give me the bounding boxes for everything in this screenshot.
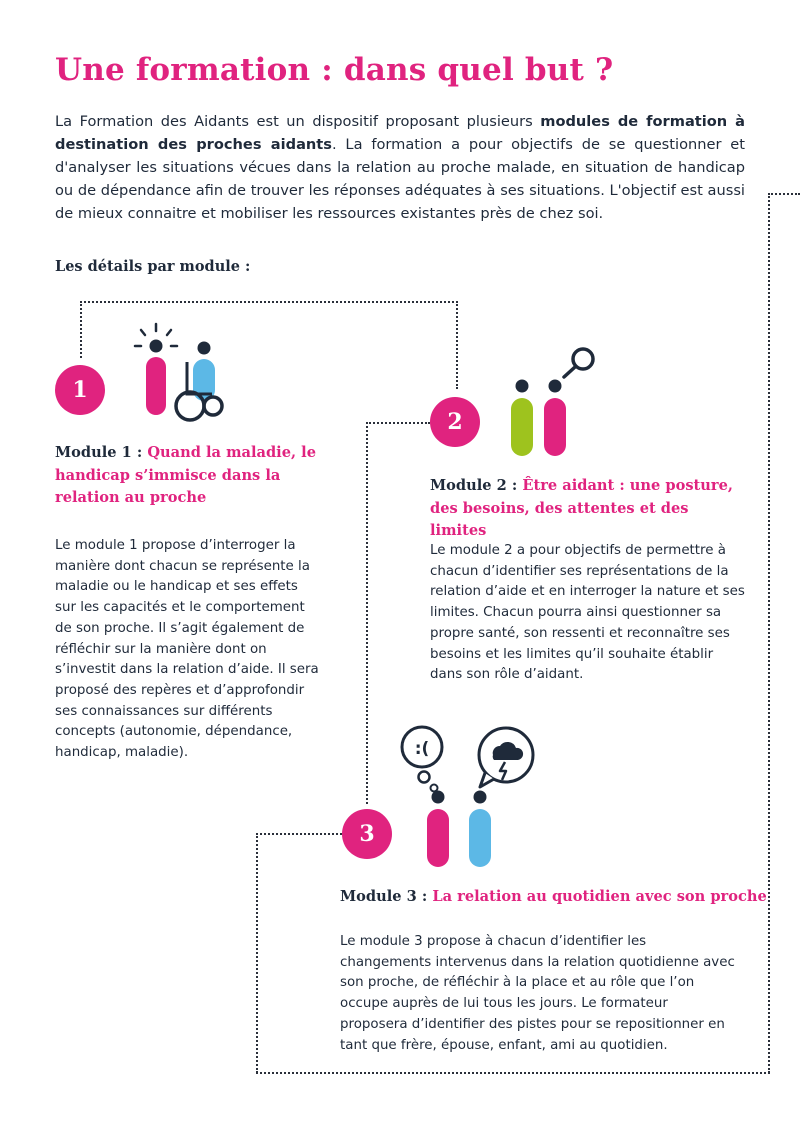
module-1-label: Module 1 : [55,444,148,461]
module-3-label: Module 3 : [340,888,433,905]
intro-text-1: La Formation des Aidants est un dispositif proposant plusieurs [55,113,541,130]
module-2-description: Le module 2 a pour objectifs de permettre à chacun d’identifier ses représentations de la relation d’aide et en interroger la nature et ses limites. Chacun pourra ainsi questionner sa propre santé, son ressenti et reconnaître ses besoins et les limites qu’il souhaite établir dans son rôle d’aidant. [430,543,745,683]
intro-text-bold: modules de formation à destination des proches aidants [55,113,745,153]
module-1-description: Le module 1 propose d’interroger la manière dont chacun se représente la maladie ou le handicap et ses effets sur les capacités et le comportement de son proche. Il s’agit également de réfléchir sur la manière dont on s’investit dans la relation d’aide. Il sera proposé des repères et d’approfondir ses connaissances sur différents concepts (autonomie, dépendance, handicap, maladie). [55,538,319,761]
intro-text-2: . La formation a pour objectifs de se questionner et d'analyser les situations vécues dans la relation au proche malade, en situation de handicap ou de dépendance afin de trouver les réponses adéquates à ses situations. L'objectif est aussi de mieux connaitre et mobiliser les ressources existantes près de chez soi. [55,136,745,222]
second-person-figure-icon [469,791,491,868]
second-person-figure-icon [544,380,566,457]
connector-right-edge-top [768,193,800,195]
module-3-description: Le module 3 propose à chacun d’identifier les changements intervenus dans la relation quotidienne avec son proche, de réfléchir à la place et au rôle que l’on occupe auprès de lui tous les jours. Le formateur proposera d’identifier des pistes pour se repositionner en tant que frère, épouse, enfant, ami au quotidien. [340,934,735,1053]
module-3-name: La relation au quotidien avec son proche [432,888,767,905]
connector-top-horizontal [80,301,458,303]
sad-face-text: :( [414,739,430,759]
module-3-title [340,886,767,909]
module-1-illustration [130,322,240,422]
module-1-name: Quand la maladie, le handicap s’immisce dans la relation au proche [55,444,317,506]
first-person-figure-icon [511,380,533,457]
connector-left-vertical [80,301,82,358]
connector-middle-vertical [366,422,368,804]
magnifying-glass-icon [564,349,593,377]
connector-right-edge-vertical [768,193,770,1073]
connector-bottom-horizontal [256,1072,770,1074]
module-2-number-badge: 2 [430,397,480,447]
module-2-label: Module 2 : [430,477,523,494]
caregiver-figure-icon [146,340,166,416]
module-3-number-badge: 3 [342,809,392,859]
first-person-figure-icon [427,791,449,868]
connector-module3-horizontal [256,833,342,835]
connector-module2-horizontal [366,422,430,424]
sad-thought-bubble-icon [402,727,442,792]
module-1-number-badge: 1 [55,365,105,415]
storm-speech-bubble-icon [479,728,533,787]
connector-bottom-left-vertical [256,833,258,1073]
module-2-illustration [502,346,602,460]
module-1-title [55,442,325,510]
connector-right-vertical [456,301,458,389]
module-3-illustration [384,725,544,875]
module-2-title [430,475,748,543]
intro-paragraph [55,110,745,225]
page-title: Une formation : dans quel but ? [55,52,614,88]
modules-subheading: Les détails par module : [55,258,251,275]
module-2-name: Être aidant : une posture, des besoins, des attentes et des limites [430,477,733,539]
wheelchair-user-icon [176,342,222,421]
